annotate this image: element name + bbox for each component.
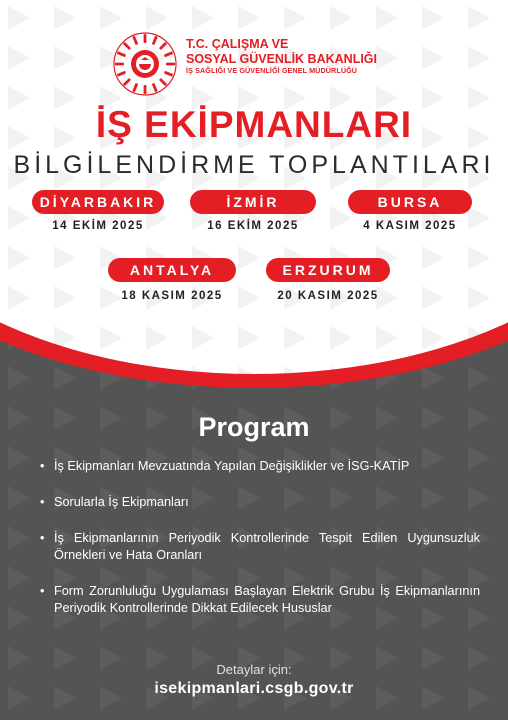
event-city-antalya: ANTALYA [108,258,236,282]
event-city-bursa: BURSA [348,190,472,214]
ministry-logo [111,30,179,98]
event-date-erzurum: 20 KASIM 2025 [277,290,379,302]
details-url[interactable]: isekipmanlari.csgb.gov.tr [154,680,354,697]
details-label: Detaylar için: [216,662,292,677]
ministry-line-2: SOSYAL GÜVENLİK BAKANLIĞI [186,52,377,66]
event-city-erzurum: ERZURUM [266,258,390,282]
event-date-diyarbakir: 14 EKİM 2025 [52,220,144,232]
sub-title: BİLGİLENDİRME TOPLANTILARI [13,151,495,179]
event-date-izmir: 16 EKİM 2025 [207,220,299,232]
program-item: • Sorularla İş Ekipmanları [40,494,480,511]
program-item: • İş Ekipmanlarının Periyodik Kontrollerinde Tespit Edilen Uygunsuzluk Örnekleri ve Hata Oranları [40,530,480,564]
main-title: İŞ EKİPMANLARI [95,104,413,145]
program-title: Program [198,412,310,442]
program-item: • İş Ekipmanları Mevzuatında Yapılan Değişiklikler ve İSG-KATİP [40,458,480,475]
program-list [40,458,480,617]
event-city-diyarbakir: DİYARBAKIR [32,190,164,214]
ministry-line-3: İŞ SAĞLIĞI VE GÜVENLİĞİ GENEL MÜDÜRLÜĞÜ [186,66,358,75]
event-date-bursa: 4 KASIM 2025 [363,220,457,232]
ministry-line-1: T.C. ÇALIŞMA VE [186,37,289,51]
event-date-antalya: 18 KASIM 2025 [121,290,223,302]
event-city-izmir: İZMİR [190,190,316,214]
ministry-name [186,37,377,76]
program-item: • Form Zorunluluğu Uygulaması Başlayan Elektrik Grubu İş Ekipmanlarının Periyodik Kontrollerinde Dikkat Edilecek Hususlar [40,583,480,617]
